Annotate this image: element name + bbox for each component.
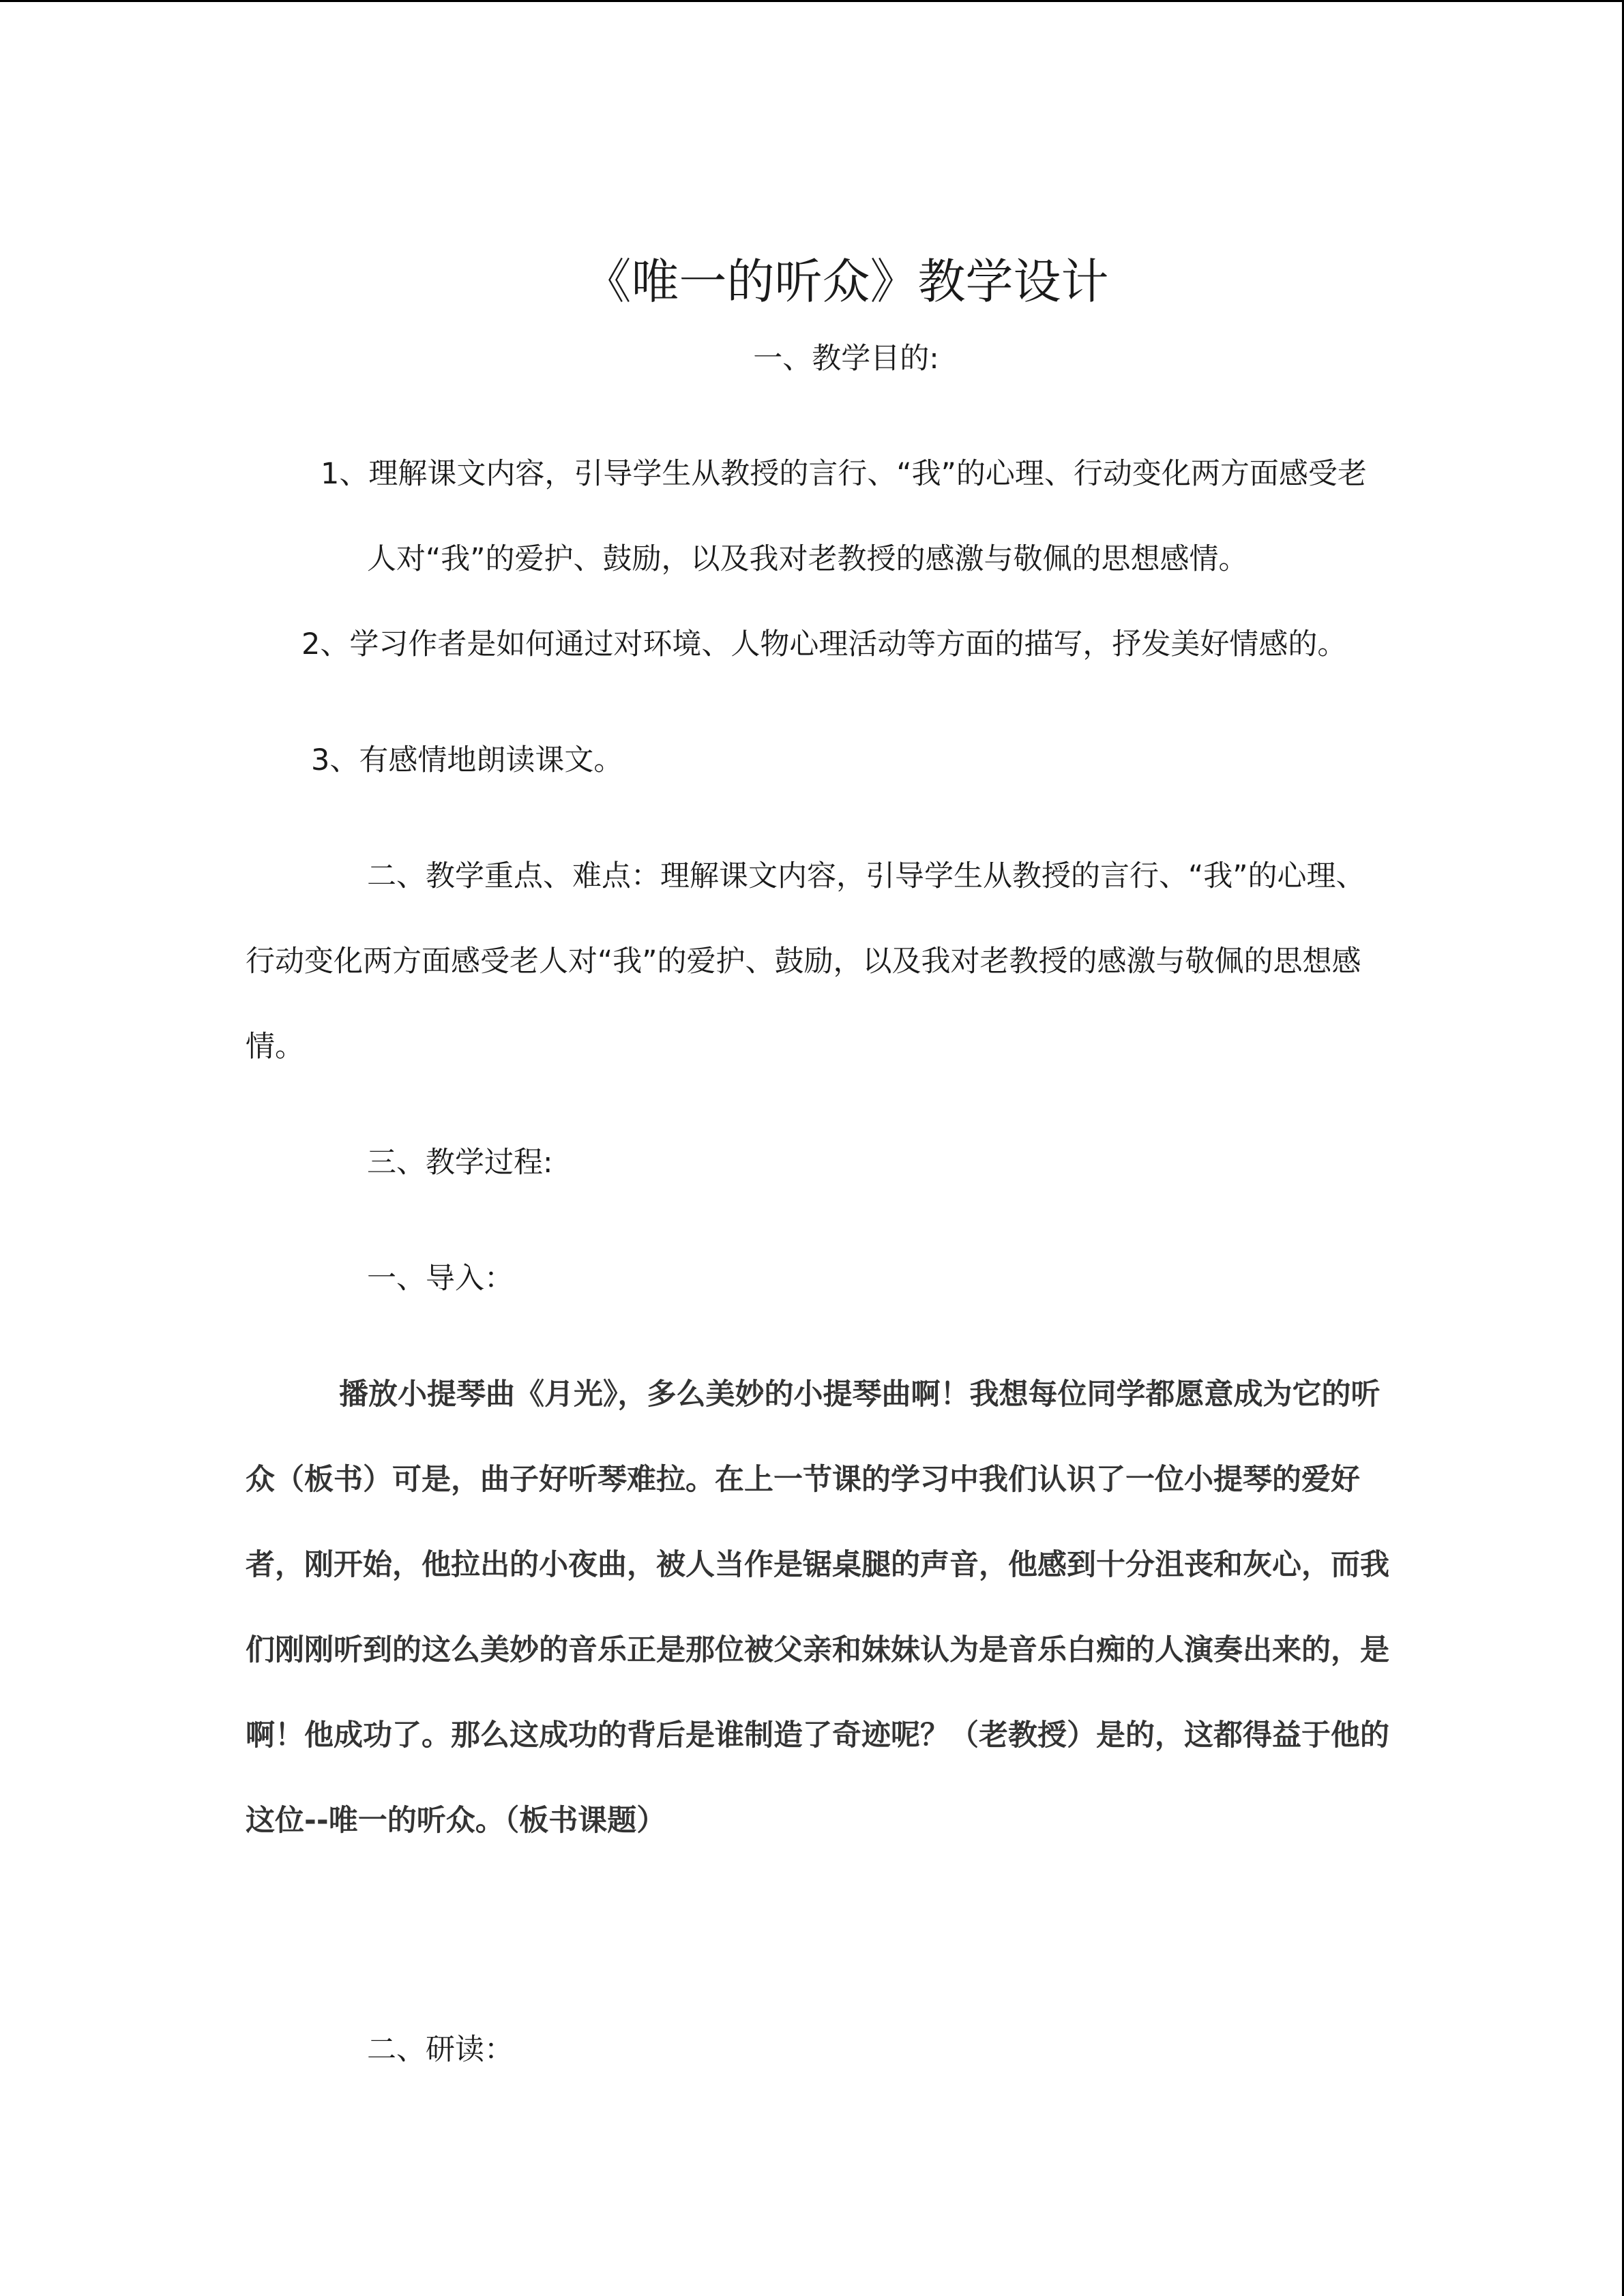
key-points-line-1: 二、教学重点、难点：理解课文内容，引导学生从教授的言行、“我”的心理、 xyxy=(367,859,1365,893)
study-heading: 二、研读： xyxy=(367,2033,514,2067)
page-top-border xyxy=(0,0,1624,2)
key-points-line-3: 情。 xyxy=(246,1030,304,1064)
intro-paragraph-line-3: 者，刚开始，他拉出的小夜曲，被人当作是锯桌腿的声音，他感到十分沮丧和灰心，而我 xyxy=(246,1548,1389,1582)
objective-1-line-2: 人对“我”的爱护、鼓励，以及我对老教授的感激与敬佩的思想感情。 xyxy=(367,542,1248,576)
key-points-line-2: 行动变化两方面感受老人对“我”的爱护、鼓励，以及我对老教授的感激与敬佩的思想感 xyxy=(246,944,1361,979)
objective-1-line-1: 1、理解课文内容，引导学生从教授的言行、“我”的心理、行动变化两方面感受老 xyxy=(321,457,1367,491)
intro-paragraph-line-2: 众（板书）可是，曲子好听琴难拉。在上一节课的学习中我们认识了一位小提琴的爱好 xyxy=(246,1463,1360,1497)
section1-heading: 一、教学目的: xyxy=(753,342,939,376)
objective-3: 3、有感情地朗读课文。 xyxy=(311,743,623,777)
document-title: 《唯一的听众》教学设计 xyxy=(583,254,1109,310)
intro-heading: 一、导入： xyxy=(367,1262,514,1296)
section3-heading: 三、教学过程: xyxy=(367,1146,553,1180)
intro-paragraph-line-6: 这位--唯一的听众。（板书课题） xyxy=(246,1804,666,1838)
intro-paragraph-line-1: 播放小提琴曲《月光》，多么美妙的小提琴曲啊！我想每位同学都愿意成为它的听 xyxy=(339,1377,1381,1412)
intro-paragraph-line-5: 啊！他成功了。那么这成功的背后是谁制造了奇迹呢？（老教授）是的，这都得益于他的 xyxy=(246,1718,1389,1753)
objective-2: 2、学习作者是如何通过对环境、人物心理活动等方面的描写，抒发美好情感的。 xyxy=(301,627,1347,661)
intro-paragraph-line-4: 们刚刚听到的这么美妙的音乐正是那位被父亲和妹妹认为是音乐白痴的人演奏出来的，是 xyxy=(246,1633,1389,1667)
